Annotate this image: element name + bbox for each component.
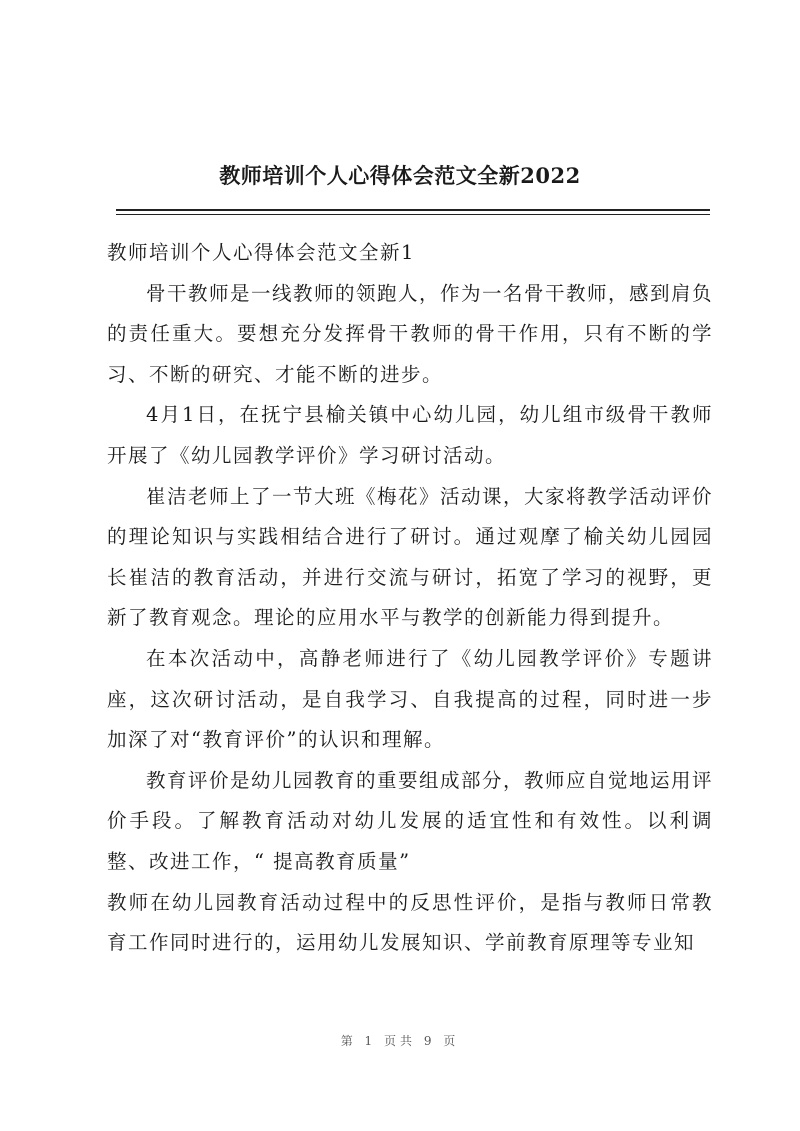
title-divider [116,209,710,211]
paragraph: 崔洁老师上了一节大班《梅花》活动课，大家将教学活动评价的理论知识与实践相结合进行了研讨。通过观摩了榆关幼儿园园长崔洁的教育活动，并进行交流与研讨，拓宽了学习的视野，更新了教育观念。理论的应用水平与教学的创新能力得到提升。 [107,484,714,630]
paragraph: 4月1日，在抚宁县榆关镇中心幼儿园，幼儿组市级骨干教师开展了《幼儿园教学评价》学习研讨活动。 [107,403,713,467]
paragraph: 在本次活动中，高静老师进行了《幼儿园教学评价》专题讲座，这次研讨活动，是自我学习、自我提高的过程，同时进一步加深了对“教育评价”的认识和理解。 [107,646,713,752]
paragraph: 教育评价是幼儿园教育的重要组成部分，教师应自觉地运用评价手段。了解教育活动对幼儿发展的适宜性和有效性。以利调整、改进工作，“ 提高教育质量” [107,768,714,873]
document-title: 教师培训个人心得体会范文全新2022 [219,163,581,188]
title-divider-thin [116,214,710,215]
document-body [107,233,713,964]
page-number-footer: 第 1 页共 9 页 [340,1034,460,1048]
section-heading: 教师培训个人心得体会范文全新1 [107,241,415,264]
paragraph: 教师在幼儿园教育活动过程中的反思性评价，是指与教师日常教育工作同时进行的，运用幼儿发展知识、学前教育原理等专业知 [107,890,713,955]
paragraph: 骨干教师是一线教师的领跑人，作为一名骨干教师，感到肩负的责任重大。要想充分发挥骨干教师的骨干作用，只有不断的学习、不断的研究、才能不断的进步。 [107,281,714,386]
